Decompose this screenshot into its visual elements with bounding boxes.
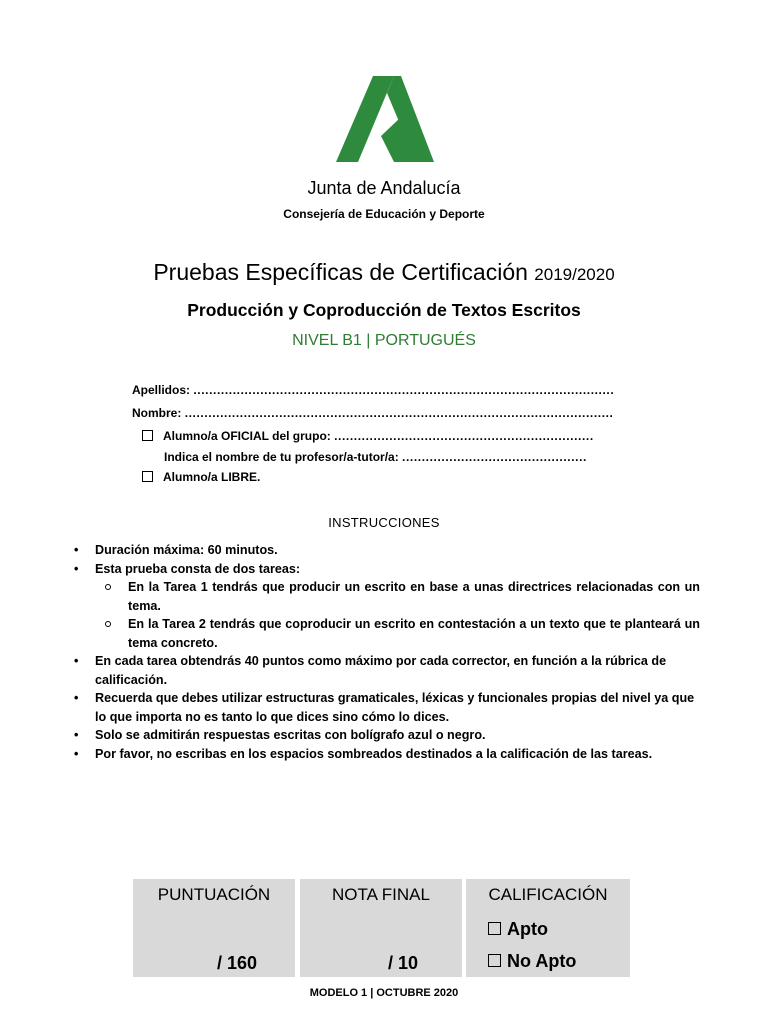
qualification-title: CALIFICACIÓN — [488, 885, 608, 904]
official-student-option[interactable] — [142, 429, 594, 443]
page-footer: MODELO 1 | OCTUBRE 2020 — [309, 987, 459, 999]
page-subtitle: Producción y Coproducción de Textos Escritos — [187, 300, 581, 320]
final-grade-value: / 10 — [388, 953, 419, 973]
organization-name: Junta de Andalucía — [307, 178, 461, 198]
instructions-list — [72, 541, 700, 763]
fail-option[interactable] — [488, 951, 576, 972]
surname-field[interactable] — [132, 383, 614, 397]
free-student-option[interactable] — [142, 470, 260, 484]
sub-list-item: En la Tarea 2 tendrás que coproducir un escrito en contestación a un texto que te planteará un tema concreto. — [72, 615, 700, 652]
official-checkbox[interactable] — [142, 430, 153, 441]
teacher-label: Indica el nombre de tu profesor/a-tutor/a: — [164, 450, 399, 464]
list-item: • Esta prueba consta de dos tareas: — [72, 560, 700, 579]
fail-label: No Apto — [507, 951, 577, 971]
junta-andalucia-logo — [336, 76, 434, 164]
surname-line: ........................................................................................................... — [193, 383, 615, 397]
surname-label: Apellidos: — [132, 383, 191, 397]
teacher-field[interactable] — [164, 450, 587, 464]
free-checkbox[interactable] — [142, 471, 153, 482]
title-year: 2019/2020 — [534, 265, 615, 284]
list-item: • En cada tarea obtendrás 40 puntos como máximo por cada corrector, en función a la rúbrica de calificación. — [72, 652, 700, 689]
level-label: NIVEL B1 | PORTUGUÉS — [292, 332, 476, 349]
points-title: PUNTUACIÓN — [157, 885, 271, 904]
pass-label: Apto — [507, 919, 548, 939]
instructions-heading: INSTRUCCIONES — [328, 515, 440, 530]
official-label: Alumno/a OFICIAL del grupo: — [163, 429, 331, 443]
page-title — [0, 259, 768, 286]
sub-list-item: En la Tarea 1 tendrás que producir un escrito en base a unas directrices relacionadas con un tema. — [72, 578, 700, 615]
name-line: ............................................................................................................. — [184, 406, 614, 420]
list-item: • Solo se admitirán respuestas escritas con bolígrafo azul o negro. — [72, 726, 700, 745]
list-item: • Recuerda que debes utilizar estructuras gramaticales, léxicas y funcionales propias del nivel ya que lo que importa no es tanto lo que dices sino cómo lo dices. — [72, 689, 700, 726]
qualification-box — [466, 879, 630, 977]
final-grade-box — [300, 879, 462, 977]
teacher-line: ............................................... — [402, 450, 587, 464]
pass-option[interactable] — [488, 919, 548, 940]
name-field[interactable] — [132, 406, 614, 420]
list-item: • Por favor, no escribas en los espacios sombreados destinados a la calificación de las tareas. — [72, 745, 700, 764]
final-grade-title: NOTA FINAL — [332, 885, 430, 904]
list-item: • Duración máxima: 60 minutos. — [72, 541, 700, 560]
points-value: / 160 — [217, 953, 258, 973]
department-name: Consejería de Educación y Deporte — [283, 207, 485, 221]
name-label: Nombre: — [132, 406, 182, 420]
pass-checkbox[interactable] — [488, 922, 501, 935]
official-line: .................................................................. — [334, 429, 594, 443]
points-box — [133, 879, 295, 977]
fail-checkbox[interactable] — [488, 954, 501, 967]
free-label: Alumno/a LIBRE. — [163, 470, 261, 484]
title-text: Pruebas Específicas de Certificación — [153, 259, 528, 285]
